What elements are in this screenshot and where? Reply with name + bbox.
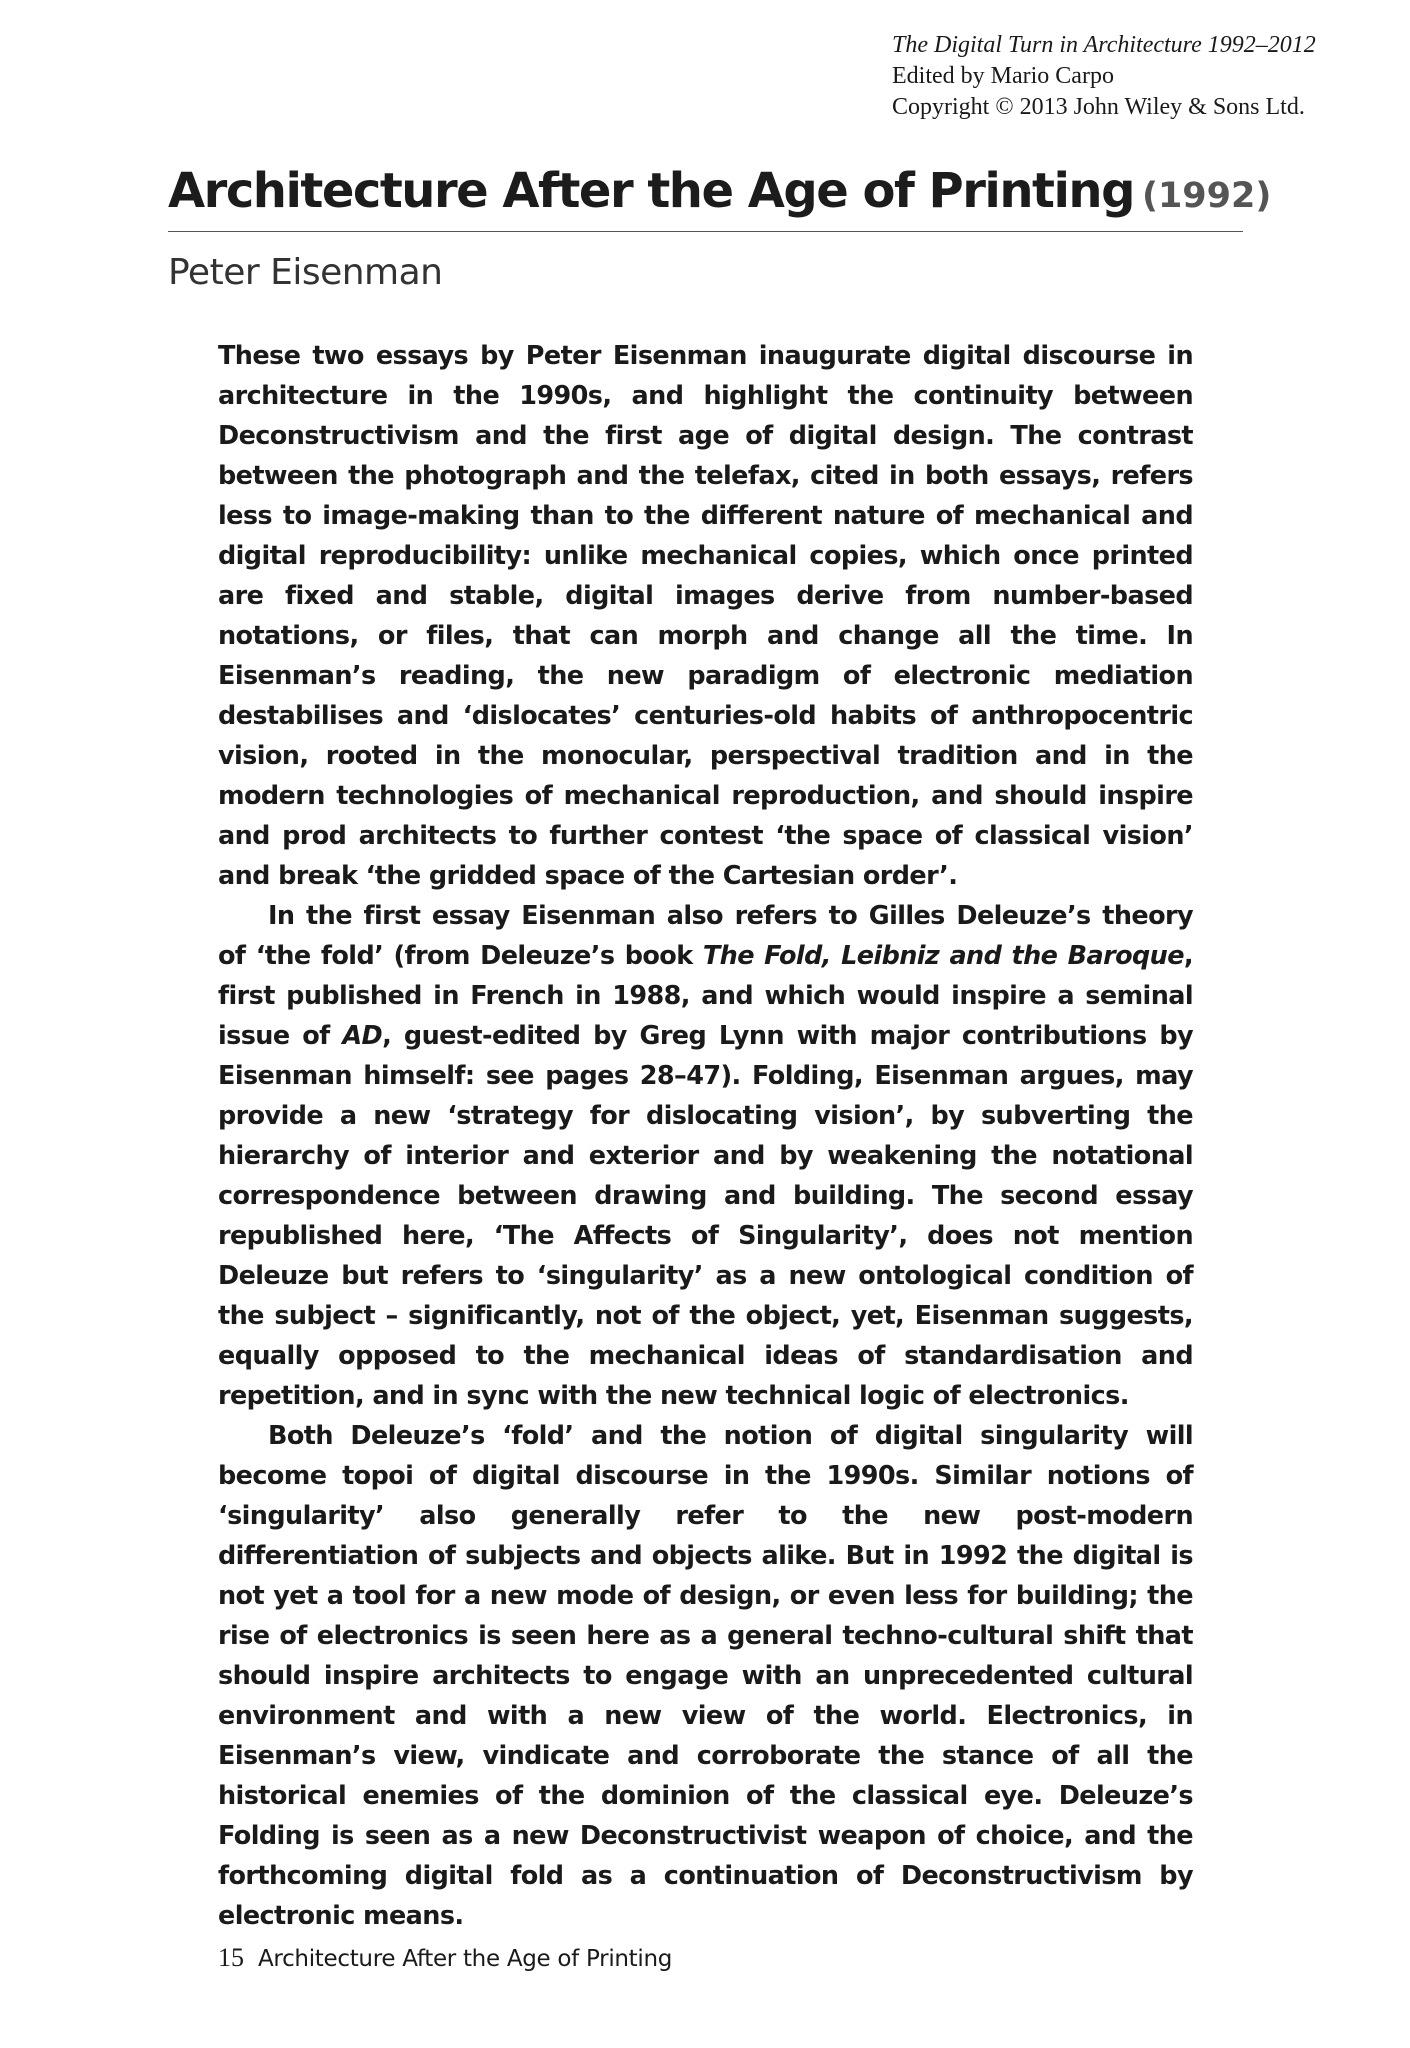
intro-paragraph-2 [218,896,1193,1416]
intro-paragraph-1: These two essays by Peter Eisenman inaugurate digital discourse in architecture in the 1990s, and highlight the continuity between Deconstructivism and the first age of digital design. The contrast between the photograph and the telefax, cited in both essays, refers less to image-making than to the different nature of mechanical and digital reproducibility: unlike mechanical copies, which once printed are fixed and stable, digital images derive from number-based notations, or files, that can morph and change all the time. In Eisenman’s reading, the new paradigm of electronic mediation destabilises and ‘dislocates’ centuries-old habits of anthropocentric vision, rooted in the monocular, perspectival tradition and in the modern technologies of mechanical reproduction, and should inspire and prod architects to further contest ‘the space of classical vision’ and break ‘the gridded space of the Cartesian order’. [218,341,1193,891]
chapter-title [168,160,1272,227]
author-name: Peter Eisenman [168,252,443,293]
chapter-heading [168,160,1272,232]
page-number: 15 [218,1943,244,1972]
page-footer [218,1943,672,1974]
editor-line: Edited by Mario Carpo [892,63,1114,89]
copyright-notice [892,30,1392,123]
journal-title: AD [342,1021,383,1051]
paragraph-2-part-3: , guest-edited by Greg Lynn with major contributions by Eisenman himself: see pages 28–47). Folding, Eisenman argues, may provide a new ‘strategy for dislocating vision’, by subverting the hierarchy of interior and exterior and by weakening the notational correspondence between drawing and building. The second essay republished here, ‘The Affects of Singularity’, does not mention Deleuze but refers to ‘singularity’ as a new ontological condition of the subject – significantly, not of the object, yet, Eisenman suggests, equally opposed to the mechanical ideas of standardisation and repetition, and in sync with the new technical logic of electronics. [218,1021,1194,1411]
fold-book-title: The Fold, Leibniz and the Baroque [702,941,1184,971]
paragraph-2-part-2: , first published in French in 1988, and which would inspire a seminal issue of [218,941,1193,1051]
running-head: Architecture After the Age of Printing [258,1946,673,1972]
chapter-year: (1992) [1141,176,1272,216]
chapter-title-text: Architecture After the Age of Printing [168,163,1134,219]
copyright-line: Copyright © 2013 John Wiley & Sons Ltd. [892,94,1305,120]
book-title: The Digital Turn in Architecture 1992–2012 [892,32,1316,58]
intro-paragraph-3: Both Deleuze’s ‘fold’ and the notion of digital singularity will become topoi of digital discourse in the 1990s. Similar notions of ‘singularity’ also generally refer to the new post-modern differentiation of subjects and objects alike. But in 1992 the digital is not yet a tool for a new mode of design, or even less for building; the rise of electronics is seen here as a general techno-cultural shift that should inspire architects to engage with an unprecedented cultural environment and with a new view of the world. Electronics, in Eisenman’s view, vindicate and corroborate the stance of all the historical enemies of the dominion of the classical eye. Deleuze’s Folding is seen as a new Deconstructivist weapon of choice, and the forthcoming digital fold as a continuation of Deconstructivism by electronic means. [218,1421,1193,1931]
paragraph-2-part-1: In the first essay Eisenman also refers to Gilles Deleuze’s theory of ‘the fold’ (from Deleuze’s book [218,901,1193,971]
introduction-text [218,336,1193,1936]
